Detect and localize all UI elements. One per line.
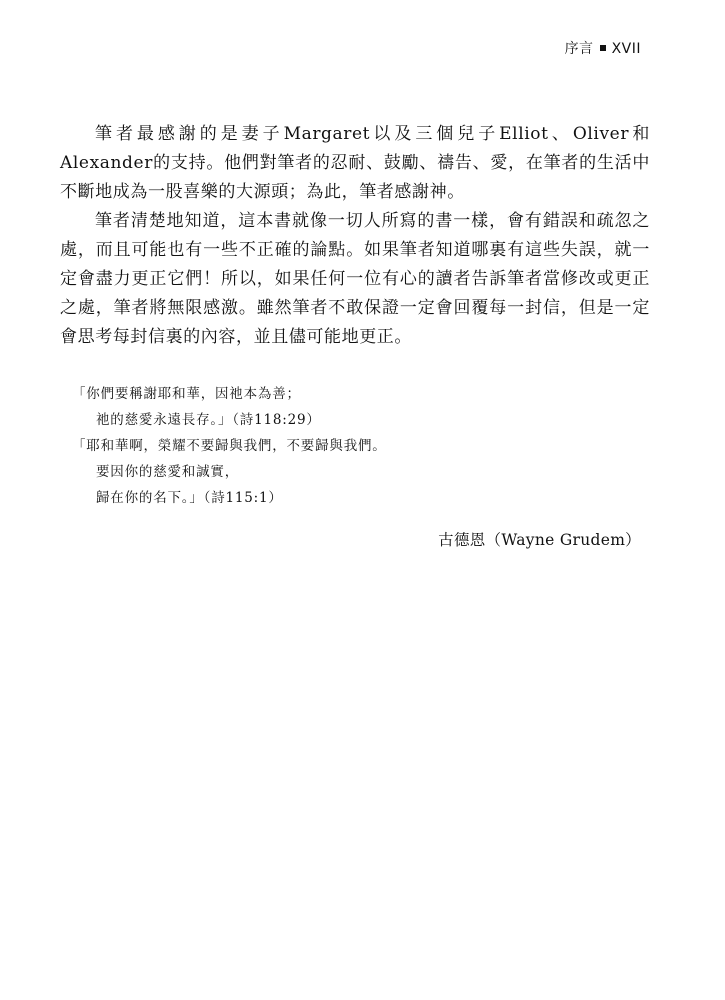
quote-line: 歸在你的名下。」（詩115:1） bbox=[96, 490, 283, 506]
quote-line: 「耶和華啊，榮耀不要歸與我們，不要歸與我們。 bbox=[72, 438, 387, 454]
header-section-title: 序言 bbox=[564, 41, 594, 57]
quote-line: 祂的慈愛永遠長存。」（詩118:29） bbox=[96, 412, 321, 428]
author-signature: 古德恩（Wayne Grudem） bbox=[438, 531, 641, 549]
body-text bbox=[60, 120, 650, 352]
quote-line: 「你們要稱謝耶和華，因祂本為善； bbox=[72, 386, 301, 402]
paragraph-corrections: 筆者清楚地知道，這本書就像一切人所寫的書一樣，會有錯誤和疏忽之處，而且可能也有一些不正確的論點。如果筆者知道哪裏有這些失誤，就一定會盡力更正它們！所以，如果任何一位有心的讀者告訴筆者當修改或更正之處，筆者將無限感激。雖然筆者不敢保證一定會回覆每一封信，但是一定會思考每封信裏的內容，並且儘可能地更正。 bbox=[60, 211, 650, 347]
scripture-quote bbox=[72, 381, 632, 511]
paragraph-acknowledgement: 筆者最感謝的是妻子Margaret以及三個兒子Elliot、Oliver和Alexander的支持。他們對筆者的忍耐、鼓勵、禱告、愛，在筆者的生活中不斷地成為一股喜樂的大源頭；為此，筆者感謝神。 bbox=[60, 124, 650, 202]
running-header bbox=[565, 38, 641, 58]
quote-line: 要因你的慈愛和誠實， bbox=[96, 464, 239, 480]
header-page-number: XVII bbox=[611, 41, 641, 57]
header-bullet bbox=[600, 45, 606, 51]
